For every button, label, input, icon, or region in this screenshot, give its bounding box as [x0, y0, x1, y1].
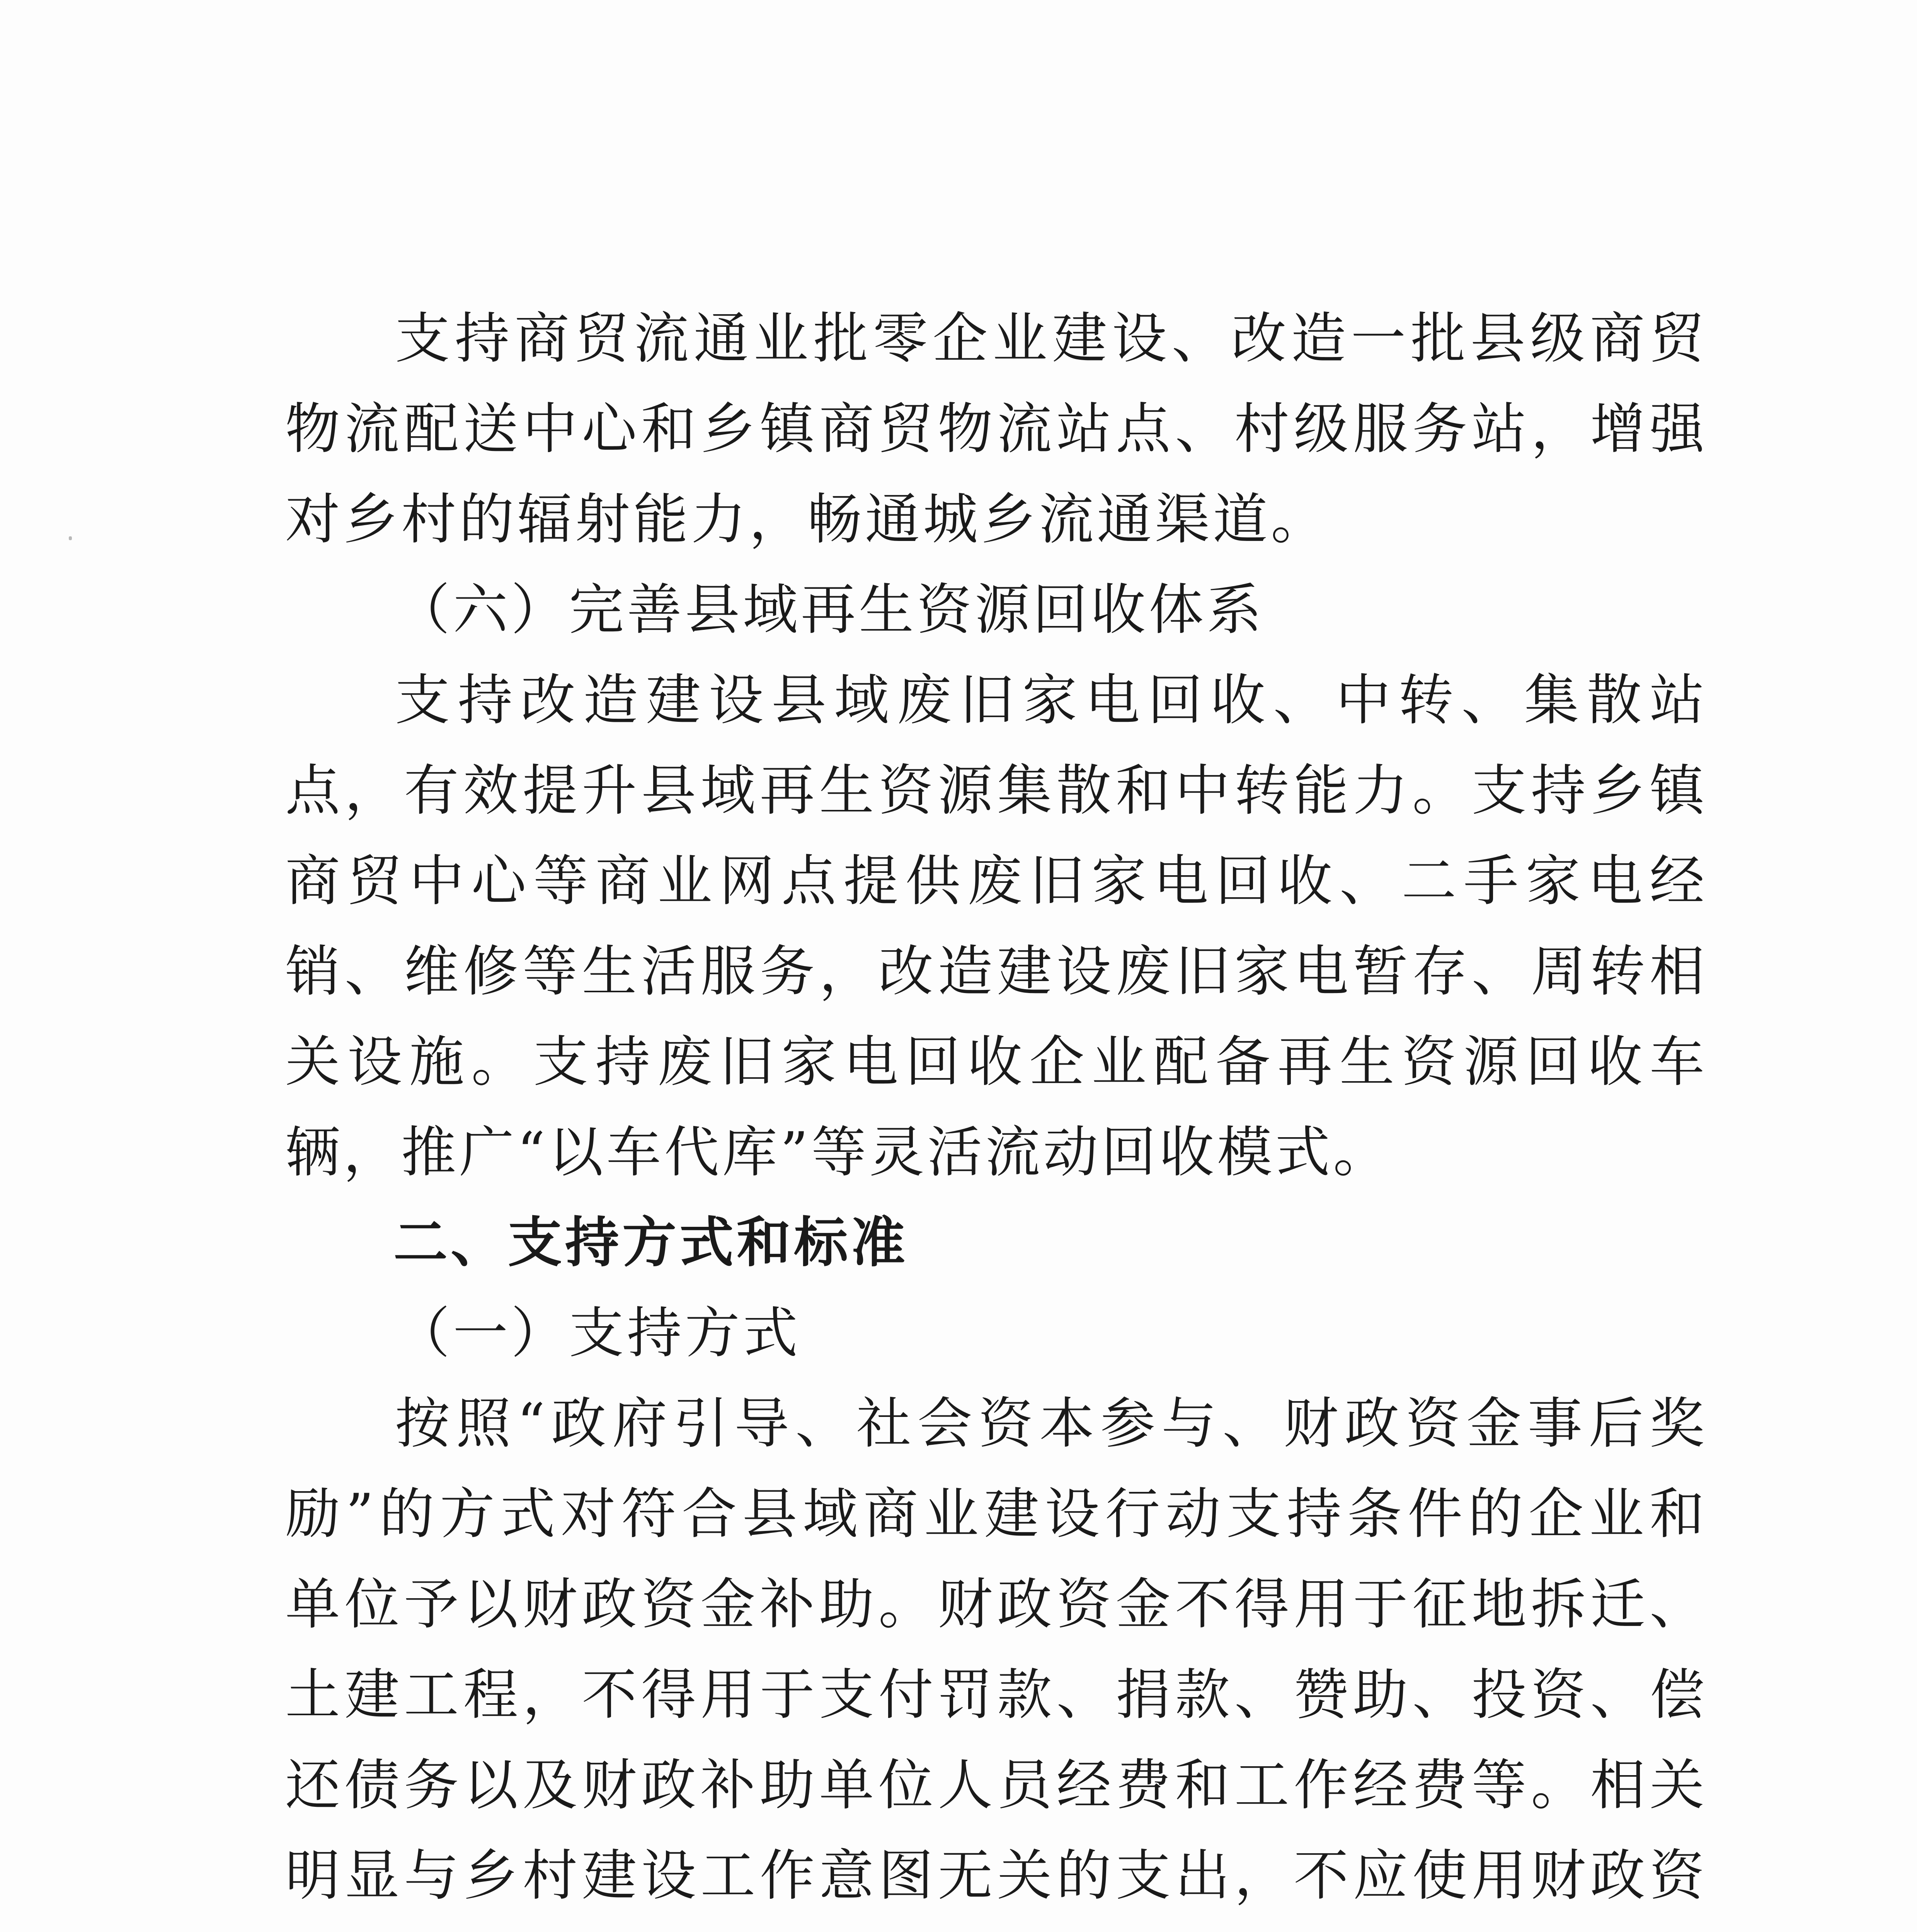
paragraph-support-method: 按照“政府引导、社会资本参与、财政资金事后奖励”的方式对符合县域商业建设行动支持条件的企业和单位予以财政资金补助。财政资金不得用于征地拆迁、土建工程，不得用于支付罚款、捐款、赞助、投资、偿还债务以及财政补助单位人员经费和工作经费等。相关明显与乡村建设工作意图无关的支出，不应使用财政资 — [285, 1392, 1708, 1908]
paragraph-recycling-stations: 支持改造建设县域废旧家电回收、中转、集散站点，有效提升县域再生资源集散和中转能力。支持乡镇商贸中心等商业网点提供废旧家电回收、二手家电经销、维修等生活服务，改造建设废旧家电暂存、周转相关设施。支持废旧家电回收企业配备再生资源回收车辆，推广“以车代库”等灵活流动回收模式。 — [285, 668, 1708, 1184]
paragraph-distribution-centers: 支持商贸流通业批零企业建设、改造一批县级商贸物流配送中心和乡镇商贸物流站点、村级服务站，增强对乡村的辐射能力，畅通城乡流通渠道。 — [285, 307, 1708, 551]
section-heading-support-methods: 二、支持方式和标准 — [393, 1211, 909, 1274]
scan-speck — [69, 536, 72, 540]
subheading-recycling-system: （六）完善县域再生资源回收体系 — [395, 578, 1265, 642]
document-body — [285, 294, 1708, 1932]
subheading-support-method: （一）支持方式 — [395, 1301, 801, 1365]
